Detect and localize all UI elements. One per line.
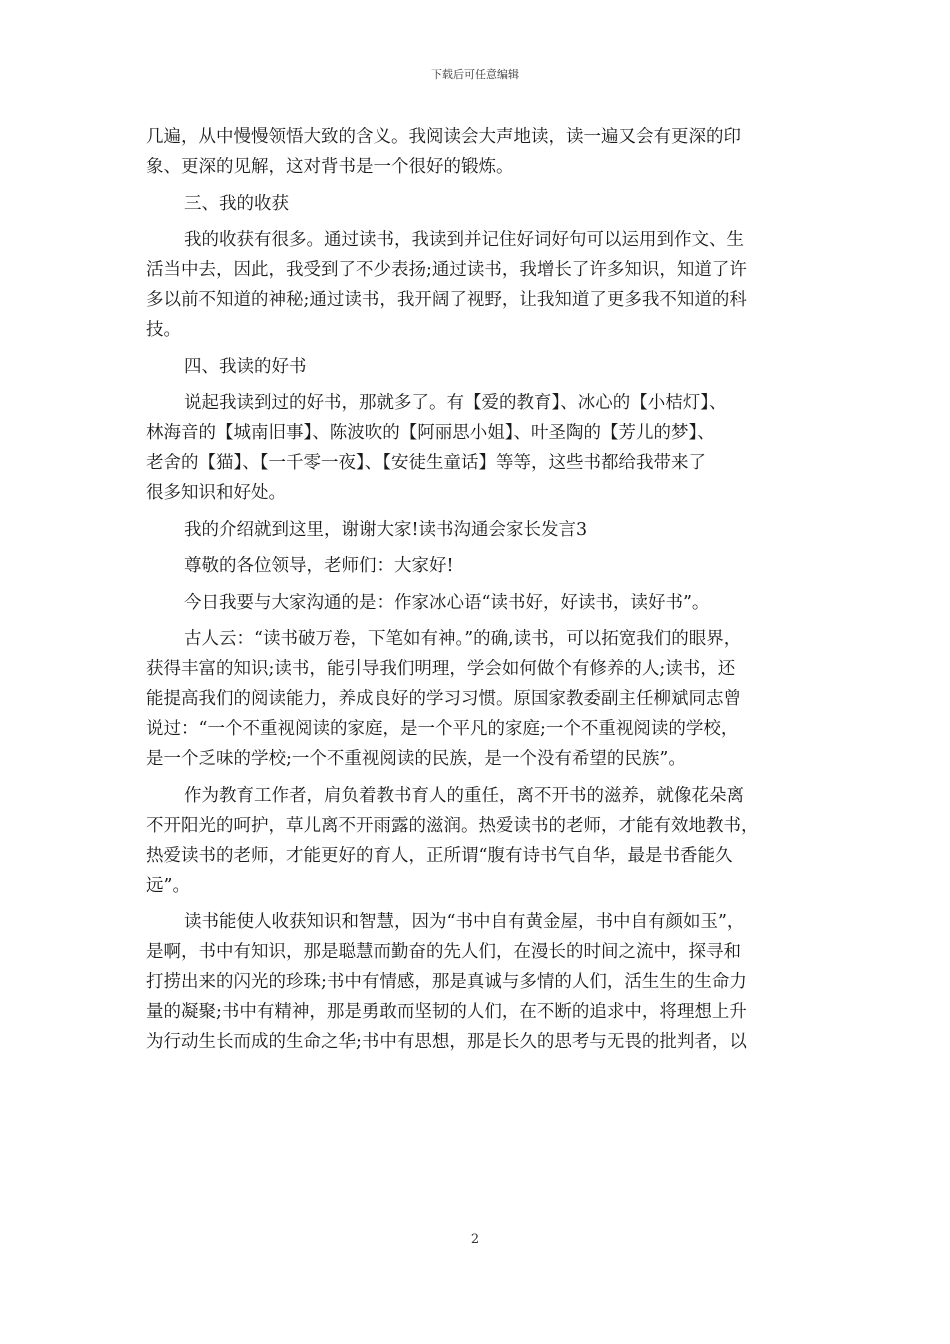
text-line: 说过：“一个不重视阅读的家庭，是一个平凡的家庭;一个不重视阅读的学校，	[146, 719, 739, 739]
heading-text: 四、我读的好书	[184, 356, 307, 377]
paragraph	[146, 624, 814, 774]
text-line: 作为教育工作者，肩负着教书育人的重任，离不开书的滋养，就像花朵离	[184, 785, 744, 806]
text-line: 热爱读书的老师，才能更好的育人，正所谓“腹有诗书气自华，最是书香能久	[146, 845, 733, 866]
text-line: 能提高我们的阅读能力，养成良好的学习习惯。原国家教委副主任柳斌同志曾	[146, 689, 741, 709]
paragraph	[146, 515, 814, 545]
text-line: 活当中去，因此，我受到了不少表扬;通过读书，我增长了许多知识，知道了许	[146, 260, 747, 280]
text-line: 远”。	[146, 875, 190, 896]
text-line: 几遍，从中慢慢领悟大致的含义。我阅读会大声地读，读一遍又会有更深的印	[146, 127, 741, 147]
text-line: 为行动生长而成的生命之华;书中有思想，那是长久的思考与无畏的批判者，以	[146, 1032, 747, 1052]
text-line: 尊敬的各位领导，老师们：大家好!	[184, 556, 454, 576]
text-line: 我的收获有很多。通过读书，我读到并记住好词好句可以运用到作文、生	[184, 230, 744, 250]
text-line: 象、更深的见解，这对背书是一个很好的锻炼。	[146, 157, 514, 177]
paragraph	[146, 122, 814, 182]
text-line: 读书能使人收获知识和智慧，因为“书中自有黄金屋，书中自有颜如玉”，	[184, 912, 745, 932]
paragraph	[146, 781, 814, 901]
text-line: 多以前不知道的神秘;通过读书，我开阔了视野，让我知道了更多我不知道的科	[146, 290, 747, 310]
text-line: 技。	[146, 320, 181, 340]
paragraph	[146, 907, 814, 1057]
document-body	[146, 122, 814, 1057]
paragraph	[146, 225, 814, 345]
text-line: 是啊，书中有知识，那是聪慧而勤奋的先人们，在漫长的时间之流中，探寻和	[146, 942, 741, 962]
text-line: 今日我要与大家沟通的是：作家冰心语“读书好，好读书，读好书”。	[184, 592, 710, 613]
text-line: 是一个乏味的学校;一个不重视阅读的民族，是一个没有希望的民族”。	[146, 749, 686, 769]
text-line: 我的介绍就到这里，谢谢大家!读书沟通会家长发言3	[184, 519, 588, 540]
paragraph	[146, 388, 814, 508]
text-line: 量的凝聚;书中有精神，那是勇敢而坚韧的人们，在不断的追求中，将理想上升	[146, 1002, 747, 1022]
section-heading	[146, 352, 814, 382]
section-heading	[146, 189, 814, 219]
text-line: 古人云：“读书破万卷，下笔如有神。”的确,读书，可以拓宽我们的眼界，	[184, 629, 742, 649]
paragraph	[146, 551, 814, 581]
text-line: 获得丰富的知识;读书，能引导我们明理，学会如何做个有修养的人;读书，还	[146, 659, 736, 679]
text-line: 说起我读到过的好书，那就多了。有【爱的教育】、冰心的【小桔灯】、	[184, 393, 727, 413]
text-line: 老舍的【猫】、【一千零一夜】、【安徒生童话】等等，这些书都给我带来了	[146, 453, 706, 473]
text-line: 林海音的【城南旧事】、陈波吹的【阿丽思小姐】、叶圣陶的【芳儿的梦】、	[146, 423, 715, 443]
page-number: 2	[470, 1232, 480, 1247]
text-line: 打捞出来的闪光的珍珠;书中有情感，那是真诚与多情的人们，活生生的生命力	[146, 972, 747, 992]
text-line: 很多知识和好处。	[146, 483, 286, 503]
page-header: 下载后可任意编辑	[431, 68, 519, 81]
heading-text: 三、我的收获	[184, 193, 289, 214]
text-line: 不开阳光的呵护，草儿离不开雨露的滋润。热爱读书的老师，才能有效地教书，	[146, 815, 759, 836]
paragraph	[146, 588, 814, 618]
